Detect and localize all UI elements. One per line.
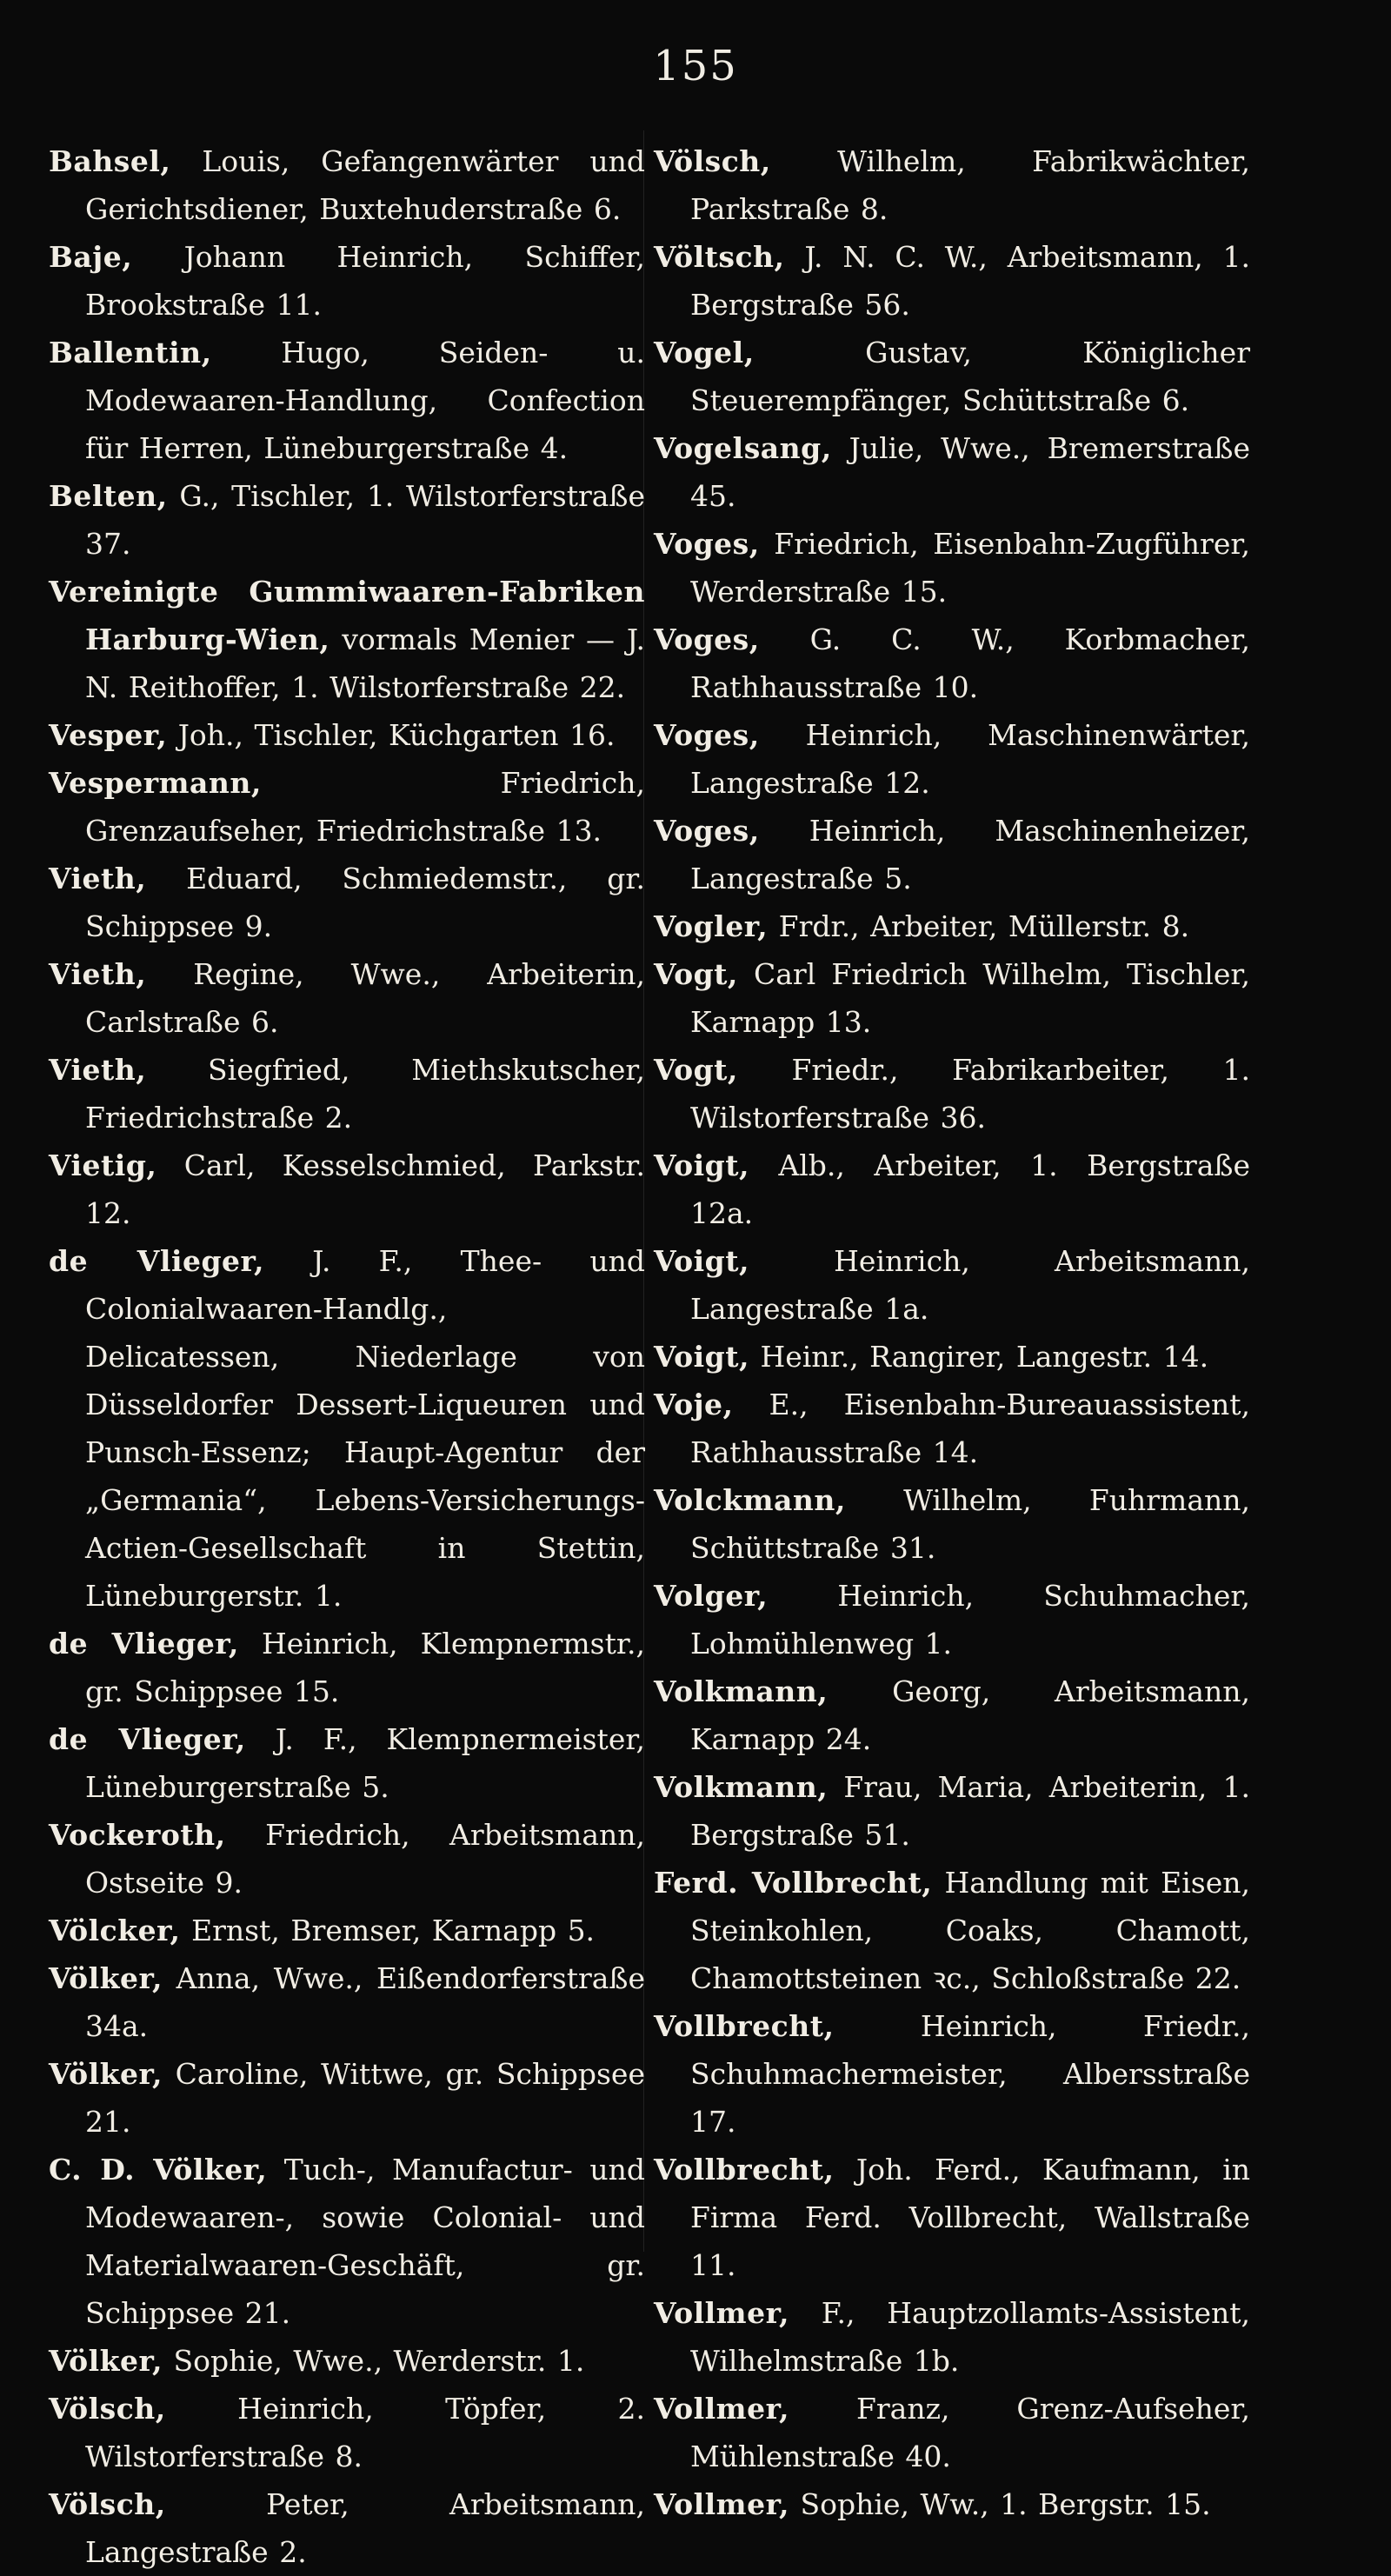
entry-details: Siegfried, Miethskutscher, Friedrichstraße 2. xyxy=(85,1053,645,1135)
entry-name: Völsch, xyxy=(654,144,771,178)
entry-name: Belten, xyxy=(49,479,168,513)
directory-entry xyxy=(49,2050,645,2146)
entry-details: Frdr., Arbeiter, Müllerstr. 8. xyxy=(778,909,1190,943)
entry-details: Handlung mit Eisen, Steinkohlen, Coaks, Chamott, Chamottsteinen ꝛc., Schloßstraße 22. xyxy=(690,1866,1250,1995)
directory-entry xyxy=(49,137,645,233)
entry-name: Baje, xyxy=(49,240,133,274)
entry-details: Heinrich, Arbeitsmann, Langestraße 1a. xyxy=(690,1244,1250,1326)
entry-details: Gustav, Königlicher Steuerempfänger, Schüttstraße 6. xyxy=(690,336,1250,417)
directory-entry xyxy=(49,759,645,855)
entry-name: Volger, xyxy=(654,1579,769,1613)
directory-entry xyxy=(49,855,645,950)
entry-name: Vogt, xyxy=(654,1053,738,1087)
entry-name: Voges, xyxy=(654,527,760,561)
entry-name: Volkmann, xyxy=(654,1674,829,1708)
entry-name: Ferd. Vollbrecht, xyxy=(654,1866,933,1900)
entry-name: Vollmer, xyxy=(654,2392,790,2426)
entry-name: Bahsel, xyxy=(49,144,171,178)
entry-details: Peter, Arbeitsmann, Langestraße 2. xyxy=(85,2487,645,2569)
directory-entry xyxy=(654,1142,1250,1237)
directory-entry xyxy=(49,1620,645,1715)
entry-details: Alb., Arbeiter, 1. Bergstraße 12a. xyxy=(690,1148,1250,1230)
entry-name: de Vlieger, xyxy=(49,1244,265,1278)
directory-entry xyxy=(49,233,645,329)
entry-name: Vieth, xyxy=(49,862,147,895)
entry-name: Völtsch, xyxy=(654,240,785,274)
page-number: 155 xyxy=(653,42,738,90)
entry-details: Wilhelm, Fabrikwächter, Parkstraße 8. xyxy=(690,144,1250,226)
directory-entry xyxy=(49,950,645,1046)
directory-entry xyxy=(654,1237,1250,1333)
entry-name: de Vlieger, xyxy=(49,1722,246,1756)
directory-entry xyxy=(49,568,645,711)
entry-name: Völker, xyxy=(49,2344,163,2378)
entry-details: Anna, Wwe., Eißendorferstraße 34a. xyxy=(85,1961,645,2043)
entry-details: Joh., Tischler, Küchgarten 16. xyxy=(177,718,616,752)
entry-name: Voges, xyxy=(654,718,760,752)
directory-entry xyxy=(49,2337,645,2385)
entry-name: Vieth, xyxy=(49,957,147,991)
entry-details: Louis, Gefangenwärter und Gerichtsdiener, Buxtehuderstraße 6. xyxy=(85,144,646,226)
entry-details: Carl, Kesselschmied, Parkstr. 12. xyxy=(85,1148,645,1230)
entry-details: Eduard, Schmiedemstr., gr. Schippsee 9. xyxy=(85,862,645,943)
entry-details: Heinrich, Friedr., Schuhmachermeister, Albersstraße 17. xyxy=(690,2009,1250,2139)
entry-name: Völker, xyxy=(49,2057,163,2091)
directory-entry xyxy=(49,2146,645,2337)
entry-name: Vogel, xyxy=(654,336,755,369)
entry-details: Joh. Ferd., Kaufmann, in Firma Ferd. Vollbrecht, Wallstraße 11. xyxy=(690,2153,1250,2282)
entry-name: Vieth, xyxy=(49,1053,147,1087)
directory-entry xyxy=(654,1333,1250,1381)
directory-entry xyxy=(654,950,1250,1046)
entry-details: Wilhelm, Fuhrmann, Schüttstraße 31. xyxy=(690,1483,1250,1565)
entry-details: J. N. C. W., Arbeitsmann, 1. Bergstraße 56. xyxy=(690,240,1250,322)
directory-entry xyxy=(654,2002,1250,2146)
directory-entry xyxy=(49,2385,645,2480)
directory-entry xyxy=(654,2289,1250,2385)
entry-details: J. F., Klempnermeister, Lüneburgerstraße 5. xyxy=(85,1722,645,1804)
entry-name: Völsch, xyxy=(49,2392,166,2426)
column-right xyxy=(654,137,1250,2528)
entry-name: Vesper, xyxy=(49,718,168,752)
column-left xyxy=(49,137,645,2576)
directory-entry xyxy=(654,520,1250,616)
directory-entry xyxy=(654,711,1250,807)
entry-details: Friedrich, Eisenbahn-Zugführer, Werderstraße 15. xyxy=(690,527,1250,609)
entry-name: Vogler, xyxy=(654,909,769,943)
entry-details: E., Eisenbahn-Bureauassistent, Rathhausstraße 14. xyxy=(690,1388,1250,1469)
entry-details: G. C. W., Korbmacher, Rathhausstraße 10. xyxy=(690,622,1250,704)
entry-name: Vollbrecht, xyxy=(654,2153,835,2187)
entry-details: J. F., Thee- und Colonialwaaren-Handlg., Delicatessen, Niederlage von Düsseldorfer Dessert-Liqueuren und Punsch-Essenz; Haupt-Agentur der „Germania“, Lebens-Versicherungs-Actien-Gesellschaft in Stettin, Lüneburgerstr. 1. xyxy=(85,1244,645,1613)
directory-entry xyxy=(654,1046,1250,1142)
entry-name: Völcker, xyxy=(49,1914,181,1947)
entry-details: Franz, Grenz-Aufseher, Mühlenstraße 40. xyxy=(690,2392,1250,2473)
entry-name: Vollbrecht, xyxy=(654,2009,835,2043)
entry-name: Vollmer, xyxy=(654,2487,790,2521)
entry-name: Vogt, xyxy=(654,957,738,991)
directory-entry xyxy=(49,1954,645,2050)
entry-details: Sophie, Wwe., Werderstr. 1. xyxy=(173,2344,585,2378)
directory-entry xyxy=(654,1572,1250,1667)
directory-entry xyxy=(49,1715,645,1811)
entry-details: Heinrich, Maschinenwärter, Langestraße 12. xyxy=(690,718,1250,800)
entry-details: Georg, Arbeitsmann, Karnapp 24. xyxy=(690,1674,1250,1756)
directory-entry xyxy=(654,2385,1250,2480)
entry-name: Völker, xyxy=(49,1961,163,1995)
entry-name: Volckmann, xyxy=(654,1483,846,1517)
directory-entry xyxy=(654,902,1250,950)
entry-name: Voges, xyxy=(654,622,760,656)
directory-entry xyxy=(654,233,1250,329)
directory-entry xyxy=(49,711,645,759)
entry-details: vormals Menier — J. N. Reithoffer, 1. Wilstorferstraße 22. xyxy=(85,622,645,704)
entry-name: Vereinigte Gummiwaaren-Fabriken Harburg-Wien, xyxy=(49,575,645,656)
entry-details: Heinrich, Töpfer, 2. Wilstorferstraße 8. xyxy=(85,2392,646,2473)
entry-name: Voigt, xyxy=(654,1340,749,1374)
entry-name: de Vlieger, xyxy=(49,1627,239,1661)
entry-details: Sophie, Ww., 1. Bergstr. 15. xyxy=(800,2487,1211,2521)
entry-name: Volkmann, xyxy=(654,1770,829,1804)
entry-details: F., Hauptzollamts-Assistent, Wilhelmstraße 1b. xyxy=(690,2296,1250,2378)
directory-entry xyxy=(654,1763,1250,1859)
directory-entry xyxy=(654,1859,1250,2002)
directory-entry xyxy=(49,472,645,568)
directory-entry xyxy=(49,1237,645,1620)
entry-details: Frau, Maria, Arbeiterin, 1. Bergstraße 51. xyxy=(690,1770,1250,1852)
entry-details: Julie, Wwe., Bremerstraße 45. xyxy=(690,431,1250,513)
entry-details: Caroline, Wittwe, gr. Schippsee 21. xyxy=(85,2057,645,2139)
entry-details: Friedr., Fabrikarbeiter, 1. Wilstorferstraße 36. xyxy=(690,1053,1250,1135)
entry-name: Ballentin, xyxy=(49,336,212,369)
directory-entry xyxy=(49,1142,645,1237)
directory-entry xyxy=(49,1811,645,1907)
entry-details: Tuch-, Manufactur- und Modewaaren-, sowie Colonial- und Materialwaaren-Geschäft, gr. Schippsee 21. xyxy=(85,2153,645,2330)
entry-name: Vespermann, xyxy=(49,766,262,800)
entry-details: Hugo, Seiden- u. Modewaaren-Handlung, Confection für Herren, Lüneburgerstraße 4. xyxy=(85,336,645,465)
directory-entry xyxy=(654,329,1250,424)
entry-details: Heinr., Rangirer, Langestr. 14. xyxy=(760,1340,1209,1374)
directory-entry xyxy=(654,1381,1250,1476)
entry-details: Heinrich, Klempnermstr., gr. Schippsee 15. xyxy=(85,1627,645,1708)
directory-entry xyxy=(49,1046,645,1142)
entry-details: Heinrich, Maschinenheizer, Langestraße 5. xyxy=(690,814,1250,895)
directory-entry xyxy=(654,1476,1250,1572)
entry-name: Voges, xyxy=(654,814,760,848)
entry-name: Vollmer, xyxy=(654,2296,790,2330)
entry-name: Vogelsang, xyxy=(654,431,832,465)
directory-entry xyxy=(654,616,1250,711)
entry-details: Friedrich, Grenzaufseher, Friedrichstraße 13. xyxy=(85,766,645,848)
directory-entry xyxy=(654,424,1250,520)
directory-entry xyxy=(49,1907,645,1954)
directory-entry xyxy=(49,2480,645,2576)
entry-name: Vietig, xyxy=(49,1148,157,1182)
directory-entry xyxy=(654,2146,1250,2289)
entry-details: Heinrich, Schuhmacher, Lohmühlenweg 1. xyxy=(690,1579,1250,1661)
entry-details: Carl Friedrich Wilhelm, Tischler, Karnapp 13. xyxy=(690,957,1250,1039)
entry-details: G., Tischler, 1. Wilstorferstraße 37. xyxy=(85,479,645,561)
directory-entry xyxy=(49,329,645,472)
directory-entry xyxy=(654,2480,1250,2528)
entry-details: Friedrich, Arbeitsmann, Ostseite 9. xyxy=(85,1818,645,1900)
entry-name: Völsch, xyxy=(49,2487,166,2521)
entry-name: C. D. Völker, xyxy=(49,2153,268,2187)
entry-details: Johann Heinrich, Schiffer, Brookstraße 11. xyxy=(85,240,645,322)
entry-name: Voje, xyxy=(654,1388,734,1421)
entry-name: Vockeroth, xyxy=(49,1818,226,1852)
directory-entry xyxy=(654,137,1250,233)
entry-details: Ernst, Bremser, Karnapp 5. xyxy=(191,1914,596,1947)
directory-entry xyxy=(654,807,1250,902)
entry-details: Regine, Wwe., Arbeiterin, Carlstraße 6. xyxy=(85,957,645,1039)
entry-name: Voigt, xyxy=(654,1148,749,1182)
entry-name: Voigt, xyxy=(654,1244,749,1278)
directory-entry xyxy=(654,1667,1250,1763)
